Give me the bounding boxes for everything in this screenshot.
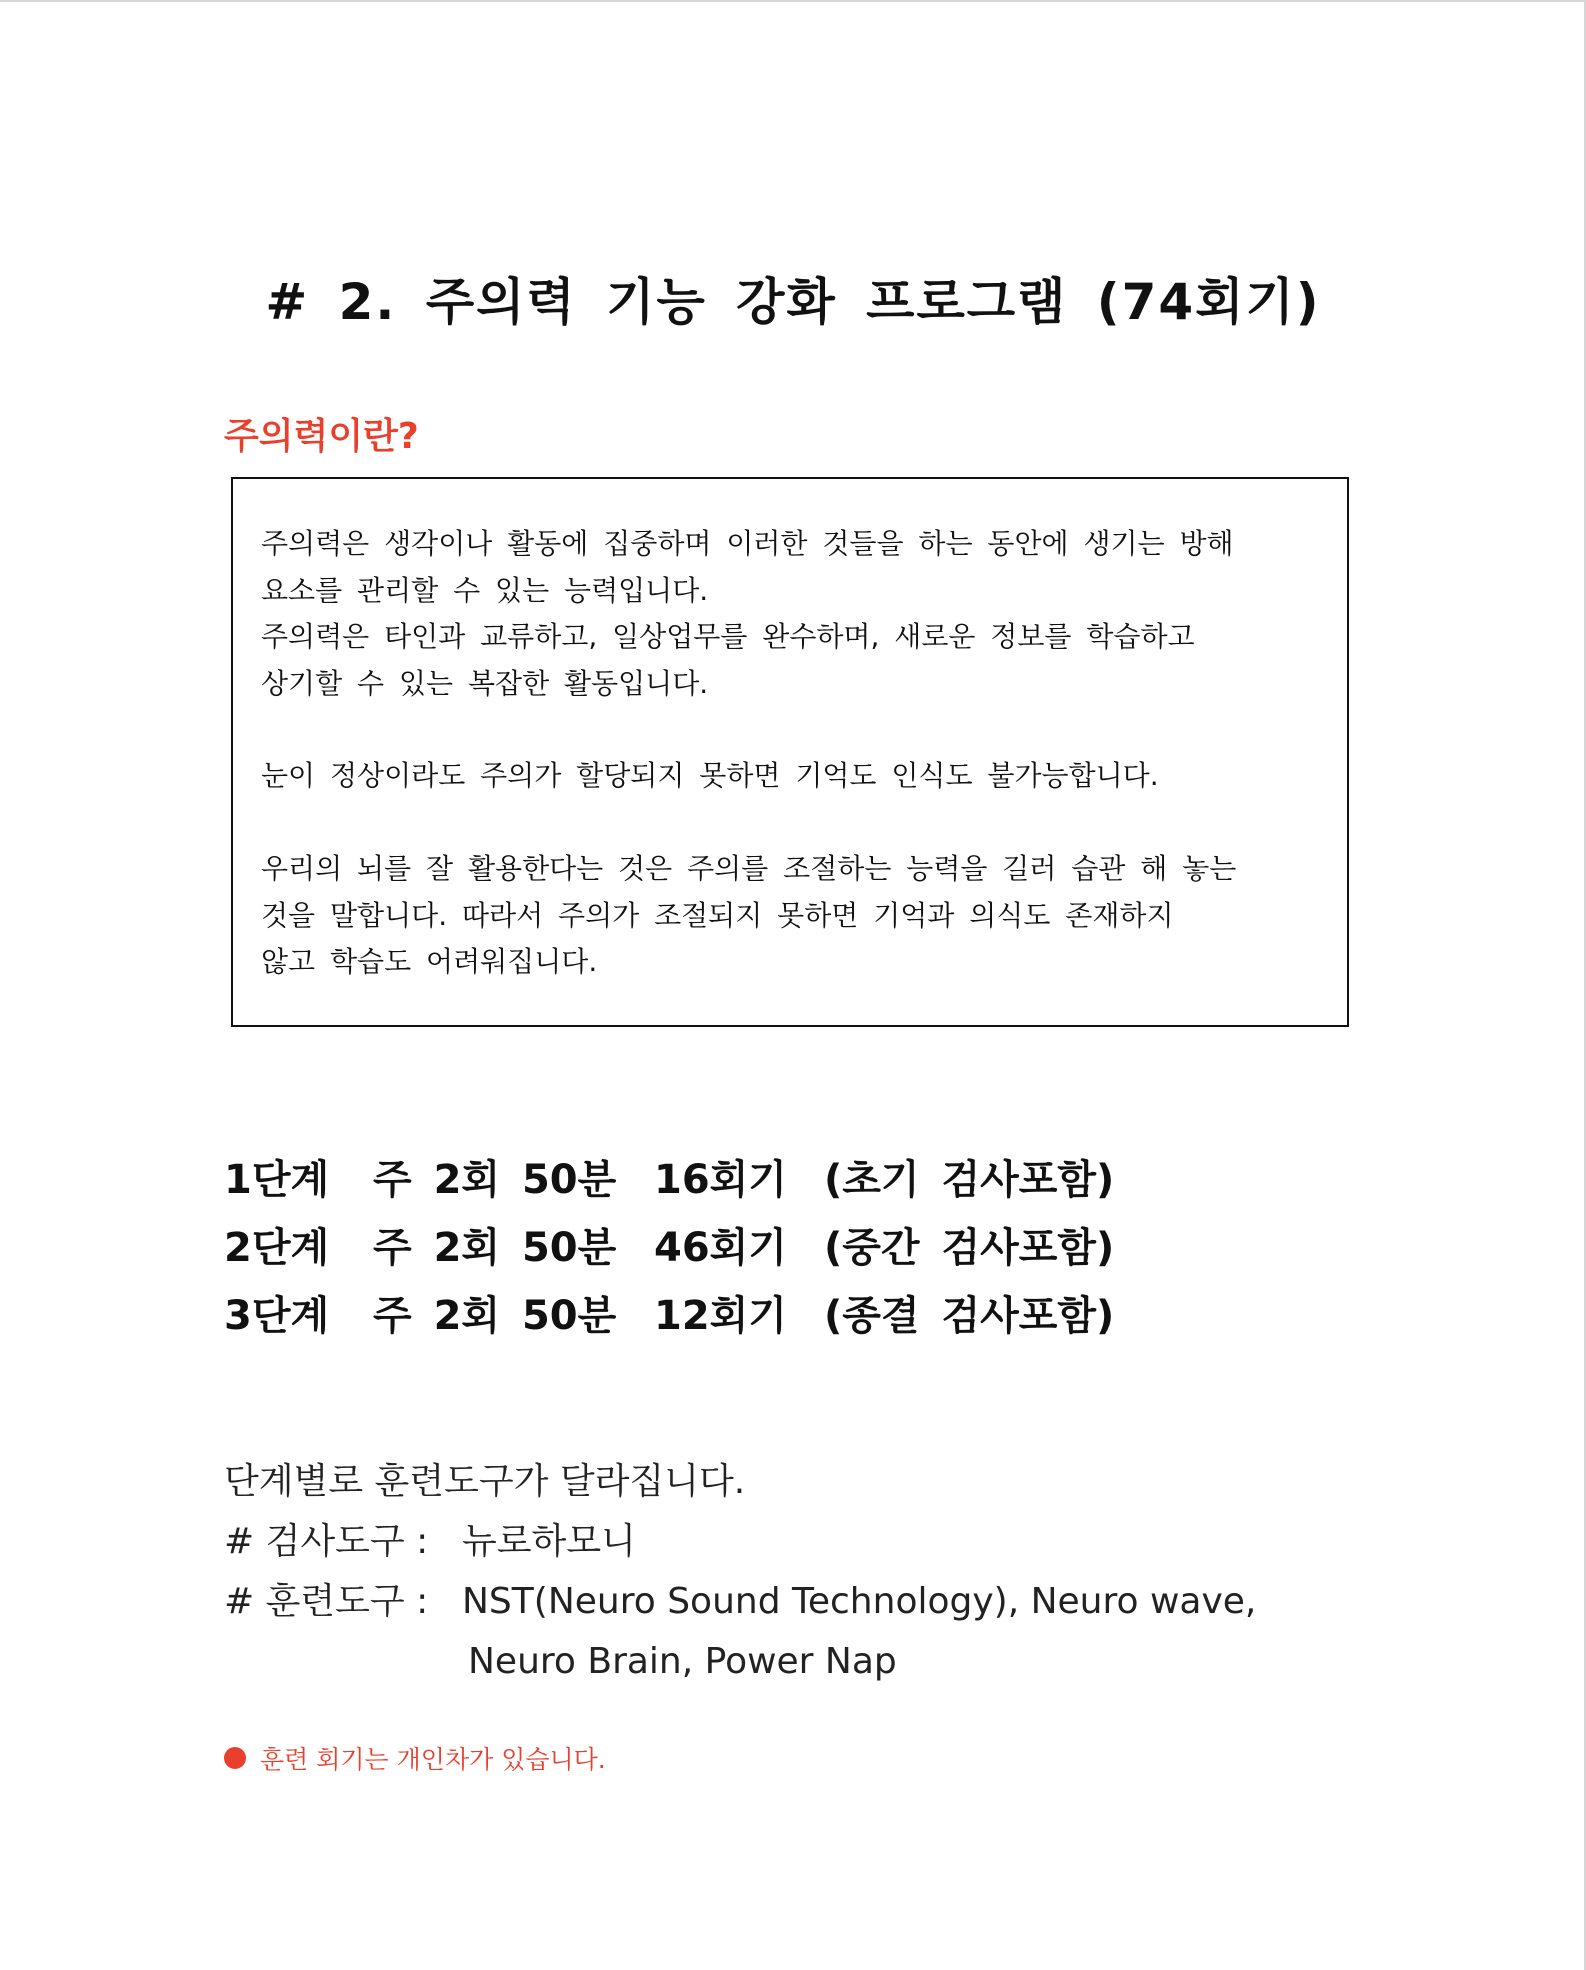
stage-frequency: 주 2회 50분: [373, 1157, 617, 1203]
stage-sessions: 46회기: [654, 1225, 787, 1271]
notice-text: 훈련 회기는 개인차가 있습니다.: [260, 1745, 606, 1774]
definition-paragraph-1: [261, 521, 1321, 707]
section-heading: 주의력이란?: [224, 416, 419, 457]
stage-sessions: 16회기: [654, 1157, 787, 1203]
definition-line: 주의력은 생각이나 활동에 집중하며 이러한 것들을 하는 동안에 생기는 방해: [261, 527, 1234, 560]
page-top-edge: [0, 0, 1586, 2]
definition-line: 주의력은 타인과 교류하고, 일상업무를 완수하며, 새로운 정보를 학습하고: [261, 620, 1195, 653]
training-tool-label: # 훈련도구 :: [224, 1581, 429, 1622]
stage-name: 1단계: [224, 1157, 330, 1203]
stage-note: (초기 검사포함): [824, 1157, 1115, 1203]
definition-line: 요소를 관리할 수 있는 능력입니다.: [261, 573, 709, 607]
tools-intro: 단계별로 훈련도구가 달라집니다.: [224, 1461, 746, 1502]
stage-sessions: 12회기: [654, 1293, 787, 1339]
definition-line: 우리의 뇌를 잘 활용한다는 것은 주의를 조절하는 능력을 길러 습관 해 놓는: [261, 852, 1237, 885]
stage-frequency: 주 2회 50분: [373, 1293, 617, 1339]
definition-line: 것을 말합니다. 따라서 주의가 조절되지 못하면 기억과 의식도 존재하지: [261, 898, 1174, 932]
training-tool-value-line1: NST(Neuro Sound Technology), Neuro wave,: [462, 1581, 1257, 1622]
definition-box: [231, 477, 1349, 1027]
assessment-tool-label: # 검사도구 :: [224, 1521, 429, 1562]
notice: [224, 1740, 606, 1776]
definition-paragraph-3: [261, 846, 1321, 986]
stage-note: (중간 검사포함): [824, 1225, 1115, 1271]
assessment-tool-value: 뉴로하모니: [462, 1521, 636, 1562]
stage-name: 3단계: [224, 1293, 330, 1339]
stage-name: 2단계: [224, 1225, 330, 1271]
stage-frequency: 주 2회 50분: [373, 1225, 617, 1271]
definition-line: 눈이 정상이라도 주의가 할당되지 못하면 기억도 인식도 불가능합니다.: [261, 759, 1159, 792]
page-title: # 2. 주의력 기능 강화 프로그램 (74회기): [265, 273, 1321, 331]
bullet-dot-icon: [224, 1747, 246, 1769]
stage-note: (종결 검사포함): [824, 1293, 1115, 1339]
definition-line: 상기할 수 있는 복잡한 활동입니다.: [261, 666, 709, 700]
definition-line: 않고 학습도 어려워집니다.: [261, 945, 598, 978]
definition-paragraph-2: [261, 753, 1321, 800]
training-tool-value-line2: Neuro Brain, Power Nap: [468, 1641, 897, 1682]
